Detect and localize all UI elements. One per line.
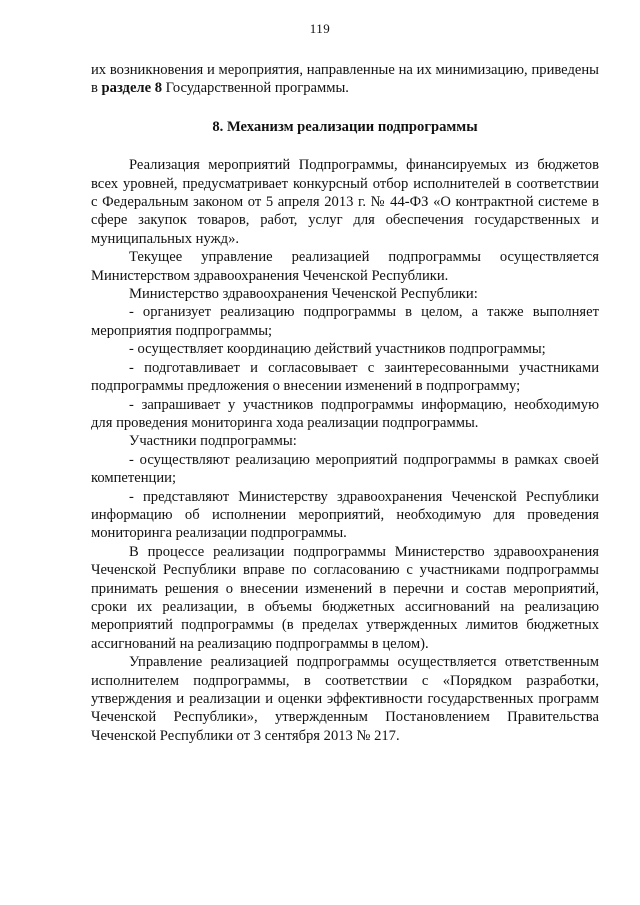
intro-text-end: Государственной программы. — [162, 80, 349, 97]
list-item: - осуществляют реализацию мероприятий подпрограммы в рамках своей компетенции; — [91, 451, 599, 487]
document-body — [91, 61, 599, 745]
paragraph-procurement: Реализация мероприятий Подпрограммы, финансируемых из бюджетов всех уровней, предусматривает конкурсный отбор исполнителей в соответствии с Федеральным законом от 5 апреля 2013 г. № 44-ФЗ «О контрактной системе в сфере закупок товаров, работ, услуг для обеспечения государственных и муниципальных нужд». — [91, 157, 599, 247]
list-item: - представляют Министерству здравоохранения Чеченской Республики информацию об исполнении мероприятий, необходимую для проведения мониторинга реализации подпрограммы. — [91, 488, 599, 542]
paragraph-ministry-intro: Министерство здравоохранения Чеченской Республики: — [129, 286, 478, 303]
list-item: - организует реализацию подпрограммы в целом, а также выполняет мероприятия подпрограммы; — [91, 304, 599, 339]
section-reference: разделе 8 — [101, 80, 163, 97]
list-item: - подготавливает и согласовывает с заинтересованными участниками подпрограммы предложения о внесении изменений в подпрограмму; — [91, 359, 599, 395]
intro-text-start: их возникновения и мероприятия, направленные на их минимизацию, приведены в — [91, 62, 599, 97]
page-number: 119 — [309, 21, 331, 36]
paragraph-responsible-executor: Управление реализацией подпрограммы осуществляется ответственным исполнителем подпрограммы, в соответствии с «Порядком разработки, утверждения и реализации и оценки эффективности государственных программ Чеченской Республики», утвержденным Постановлением Правительства Чеченской Республики от 3 сентября 2013 № 217. — [91, 654, 599, 744]
list-item: - запрашивает у участников подпрограммы информацию, необходимую для проведения мониторинга хода реализации подпрограммы. — [91, 396, 599, 431]
paragraph-management: Текущее управление реализацией подпрограммы осуществляется Министерством здравоохранения Чеченской Республики. — [91, 249, 599, 284]
list-item: - осуществляет координацию действий участников подпрограммы; — [129, 341, 546, 358]
intro-paragraph — [91, 61, 599, 98]
section-heading: 8. Механизм реализации подпрограммы — [212, 118, 478, 135]
paragraph-changes: В процессе реализации подпрограммы Министерство здравоохранения Чеченской Республики вправе по согласованию с участниками подпрограммы принимать решения о внесении изменений в перечни и состав мероприятий, сроки их реализации, в объемы бюджетных ассигнований на реализацию мероприятий подпрограммы (в пределах утвержденных лимитов бюджетных ассигнований на реализацию подпрограммы в целом). — [91, 543, 599, 652]
paragraph-participants-intro: Участники подпрограммы: — [129, 433, 297, 450]
